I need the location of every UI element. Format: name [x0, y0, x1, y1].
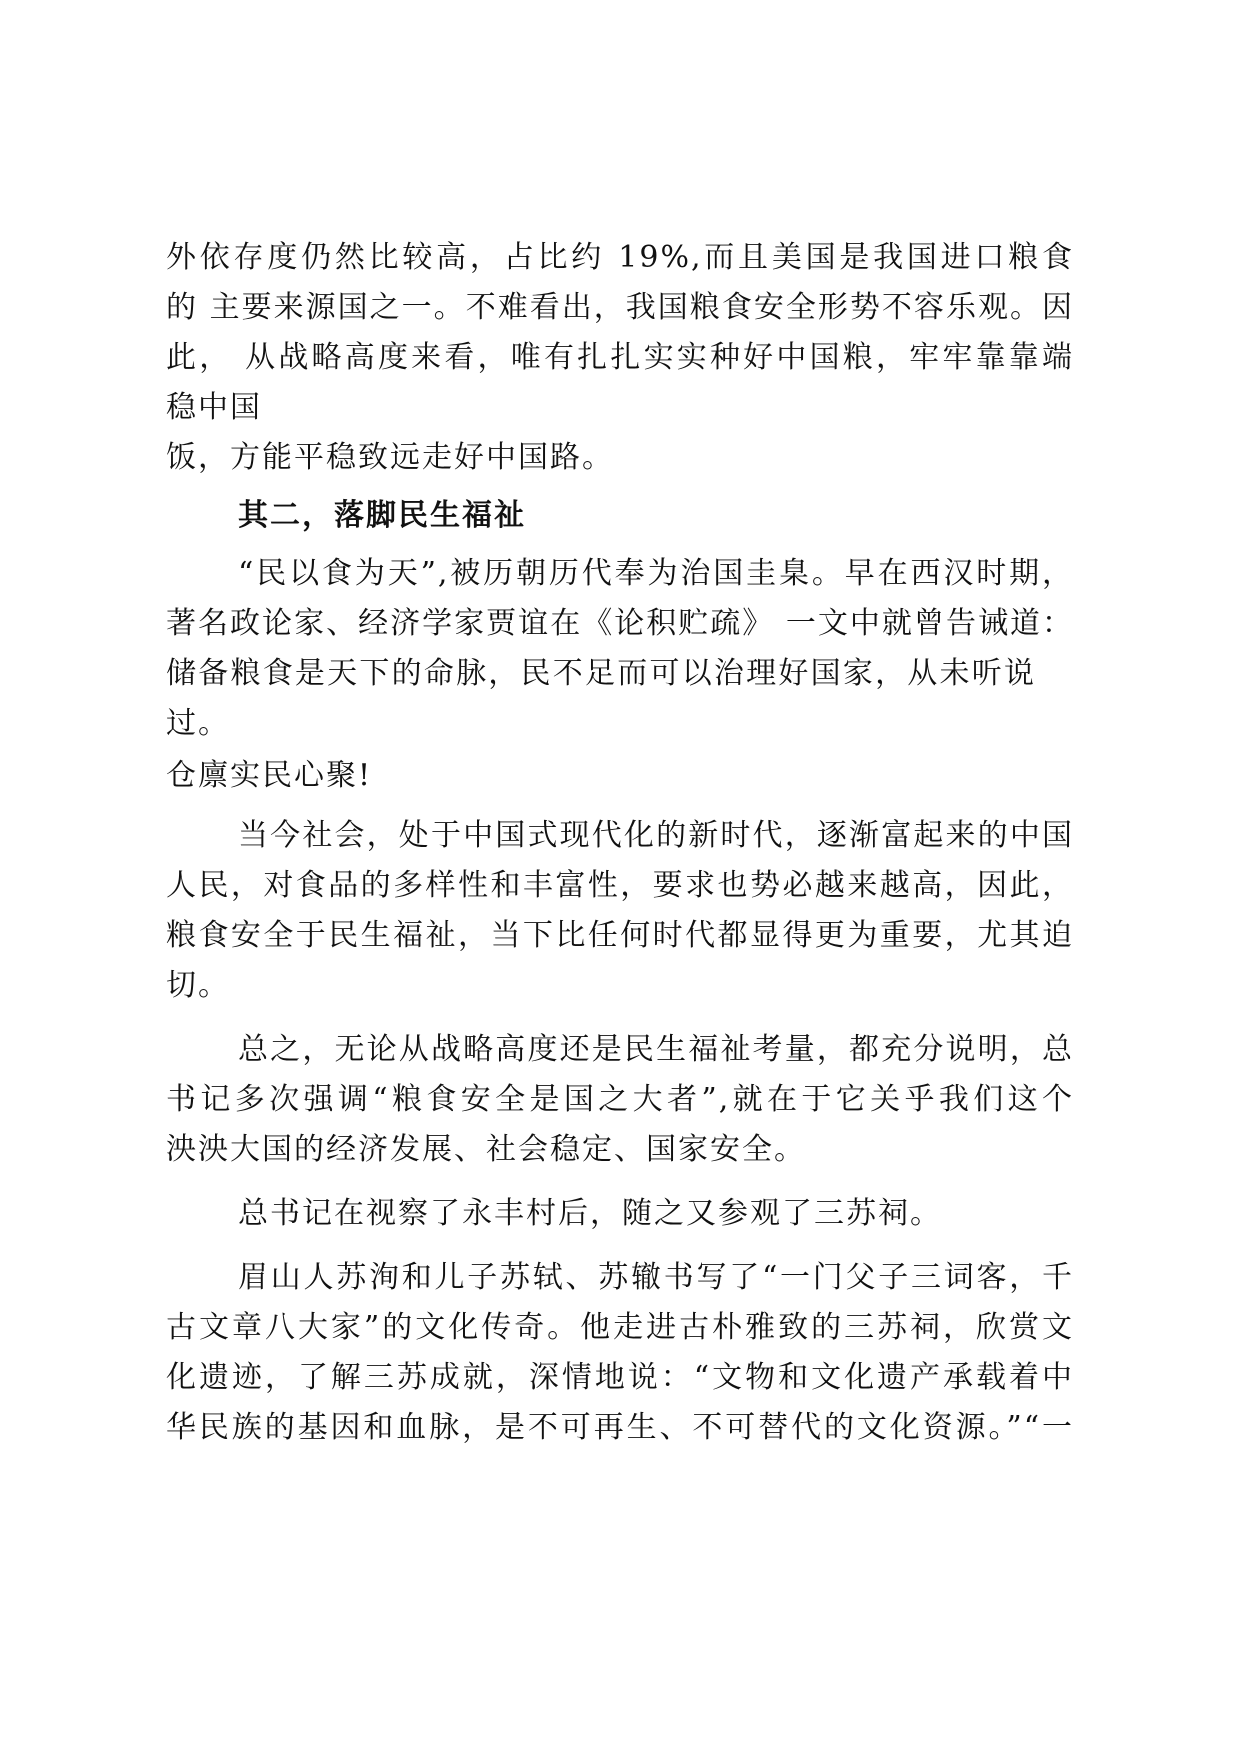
text-line-20: 眉山人苏洵和儿子苏轼、苏辙书写了“一门父子三词客，千 — [238, 1260, 1074, 1295]
text-line-21: 古文章八大家”的文化传奇。他走进古朴雅致的三苏祠，欣赏文 — [166, 1310, 1074, 1345]
text-line-10: 过。 — [166, 706, 230, 741]
text-line-14: 粮食安全于民生福祉，当下比任何时代都显得更为重要，尤其迫 — [166, 918, 1074, 953]
text-line-17: 书记多次强调“粮食安全是国之大者”,就在于它关乎我们这个 — [166, 1082, 1074, 1117]
text-line-12: 当今社会，处于中国式现代化的新时代，逐渐富起来的中国 — [238, 818, 1074, 853]
text-line-16: 总之，无论从战略高度还是民生福祉考量，都充分说明，总 — [238, 1032, 1074, 1067]
text-line-7: “民以食为天”,被历朝历代奉为治国圭臬。早在西汉时期， — [238, 556, 1074, 591]
text-line-23: 华民族的基因和血脉，是不可再生、不可替代的文化资源。”“一 — [166, 1410, 1074, 1445]
text-line-15: 切。 — [166, 968, 230, 1003]
text-line-13: 人民，对食品的多样性和丰富性，要求也势必越来越高，因此， — [166, 868, 1074, 903]
text-line-4: 稳中国 — [166, 390, 262, 425]
section-heading: 其二，落脚民生福祉 — [238, 498, 526, 533]
text-line-9: 储备粮食是天下的命脉，民不足而可以治理好国家，从未听说 — [166, 656, 1036, 691]
text-line-11: 仓廪实民心聚! — [166, 758, 373, 793]
text-line-3: 此， 从战略高度来看，唯有扎扎实实种好中国粮，牢牢靠靠端 — [166, 340, 1074, 375]
text-line-19: 总书记在视察了永丰村后，随之又参观了三苏祠。 — [238, 1196, 942, 1231]
text-line-2: 的 主要来源国之一。不难看出，我国粮食安全形势不容乐观。因 — [166, 290, 1074, 325]
text-line-1: 外依存度仍然比较高，占比约 19%,而且美国是我国进口粮食 — [166, 240, 1074, 275]
text-line-18: 泱泱大国的经济发展、社会稳定、国家安全。 — [166, 1132, 806, 1167]
text-line-22: 化遗迹，了解三苏成就，深情地说：“文物和文化遗产承载着中 — [166, 1360, 1074, 1395]
text-line-8: 著名政论家、经济学家贾谊在《论积贮疏》 一文中就曾告诫道： — [166, 606, 1074, 641]
text-line-5: 饭，方能平稳致远走好中国路。 — [166, 440, 614, 475]
